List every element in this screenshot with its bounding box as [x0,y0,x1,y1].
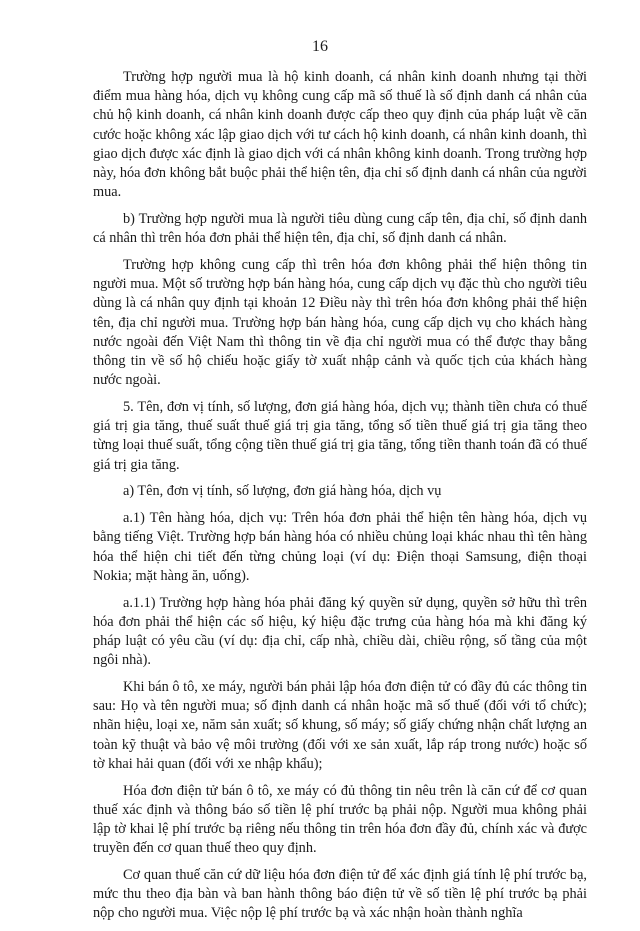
paragraph: a.1) Tên hàng hóa, dịch vụ: Trên hóa đơn phải thể hiện tên hàng hóa, dịch vụ bằng tiếng Việt. Trường hợp bán hàng hóa có nhiều chủng loại khác nhau thì tên hàng hóa thể hiện chi tiết đến từng chủng loại (ví dụ: Điện thoại Samsung, điện thoại Nokia; mặt hàng ăn, uống). [93,510,587,584]
paragraph: Hóa đơn điện tử bán ô tô, xe máy có đủ thông tin nêu trên là căn cứ để cơ quan thuế xác định và thông báo số tiền lệ phí trước bạ phải nộp. Người mua không phải lập tờ khai lệ phí trước bạ riêng nếu thông tin trên hóa đơn đầy đủ, chính xác và được truyền đến cơ quan thuế theo quy định. [93,782,587,857]
paragraph: 5. Tên, đơn vị tính, số lượng, đơn giá hàng hóa, dịch vụ; thành tiền chưa có thuế giá trị gia tăng, thuế suất thuế giá trị gia tăng, tổng số tiền thuế giá trị gia tăng theo từng loại thuế suất, tổng cộng tiền thuế giá trị gia tăng, tổng tiền thanh toán đã có thuế giá trị gia tăng. [93,399,587,473]
paragraph: a) Tên, đơn vị tính, số lượng, đơn giá hàng hóa, dịch vụ [123,483,442,500]
paragraph: a.1.1) Trường hợp hàng hóa phải đăng ký quyền sử dụng, quyền sở hữu thì trên hóa đơn phải thể hiện các số hiệu, ký hiệu đặc trưng của hàng hóa mà khi đăng ký pháp luật có yêu cầu (ví dụ: địa chỉ, cấp nhà, chiều dài, chiều rộng, số tầng của một ngôi nhà). [93,594,587,669]
paragraph: b) Trường hợp người mua là người tiêu dùng cung cấp tên, địa chỉ, số định danh cá nhân thì trên hóa đơn phải thể hiện tên, địa chỉ, số định danh cá nhân. [93,211,587,247]
paragraph: Khi bán ô tô, xe máy, người bán phải lập hóa đơn điện tử có đầy đủ các thông tin sau: Họ và tên người mua; số định danh cá nhân hoặc mã số thuế (đối với tổ chức); nhãn hiệu, loại xe, năm sản xuất; số khung, số máy; số giấy chứng nhận chất lượng an toàn kỹ thuật và bảo vệ môi trường (đối với xe sản xuất, lắp ráp trong nước) hoặc số tờ khai hải quan (đối với xe nhập khẩu); [93,679,587,772]
paragraph: Trường hợp người mua là hộ kinh doanh, cá nhân kinh doanh nhưng tại thời điểm mua hàng hóa, dịch vụ không cung cấp mã số thuế là số định danh cá nhân của chủ hộ kinh doanh, cá nhân kinh doanh được cấp theo quy định của pháp luật về căn cước hoặc không xác lập giao dịch với tư cách hộ kinh doanh, cá nhân kinh doanh, thì giao dịch được xác định là giao dịch với cá nhân không kinh doanh. Trong trường hợp này, hóa đơn không bắt buộc phải thể hiện tên, địa chỉ số định danh cá nhân của người mua. [93,69,587,201]
paragraph: Cơ quan thuế căn cứ dữ liệu hóa đơn điện tử để xác định giá tính lệ phí trước bạ, mức thu theo địa bàn và ban hành thông báo điện tử về số tiền lệ phí trước bạ phải nộp cho người mua. Việc nộp lệ phí trước bạ và xác nhận hoàn thành nghĩa [93,867,587,922]
page-number: 16 [312,38,328,55]
paragraph: Trường hợp không cung cấp thì trên hóa đơn không phải thể hiện thông tin người mua. Một số trường hợp bán hàng hóa, cung cấp dịch vụ đặc thù cho người tiêu dùng là cá nhân quy định tại khoản 12 Điều này thì trên hóa đơn không phải thể hiện tên, địa chỉ người mua. Trường hợp bán hàng hóa, cung cấp dịch vụ cho khách hàng nước ngoài đến Việt Nam thì thông tin về địa chỉ người mua có thể được thay bằng thông tin về số hộ chiếu hoặc giấy tờ xuất nhập cảnh và quốc tịch của khách hàng nước ngoài. [93,257,587,389]
document-body [93,68,587,931]
